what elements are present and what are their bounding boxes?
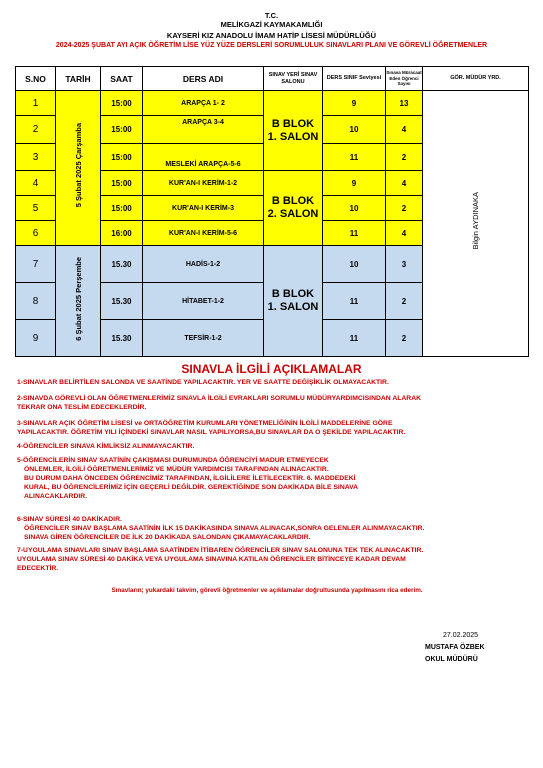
note-6-line-2: ÖĞRENCİLER SINAV BAŞLAMA SAATİNİN İLK 15 DAKİKASINDA SINAVA ALINACAK,SONRA GELENLER ALINMAYACAKTIR. bbox=[24, 525, 425, 532]
note-closing bbox=[17, 586, 517, 595]
note-1-text: 1-SINAVLAR BELİRTİLEN SALONDA VE SAATİNDE YAPILACAKTIR. YER VE SAATTE DEĞİŞİKLİK OLMAYACAKTIR. bbox=[17, 379, 389, 386]
cell-seviye: 9 bbox=[323, 91, 386, 116]
note-7 bbox=[17, 546, 423, 573]
date-cell-2 bbox=[56, 246, 101, 357]
salon-3-room: 1. SALON bbox=[267, 301, 319, 313]
exam-schedule-table bbox=[15, 66, 529, 357]
note-2-line-1: 2-SINAVDA GÖREVLİ OLAN ÖĞRETMENLERİMİZ SINAVLA İLGİLİ EVRAKLARI SORUMLU MÜDÜRYARDIMCISINDAN ALARAK bbox=[17, 395, 422, 402]
cell-no: 4 bbox=[16, 171, 56, 196]
notes-title: SINAVLA İLGİLİ AÇIKLAMALAR bbox=[181, 362, 362, 376]
cell-ders: TEFSİR-1-2 bbox=[143, 320, 264, 357]
header-saat: SAAT bbox=[101, 67, 143, 91]
header-ders: DERS ADI bbox=[143, 67, 264, 91]
header-kaymakamlik: MELİKGAZİ KAYMAKAMLIĞI bbox=[220, 20, 323, 29]
cell-ders: HİTABET-1-2 bbox=[143, 283, 264, 320]
note-6-line-1: 6-SINAV SÜRESİ 40 DAKİKADIR. bbox=[17, 516, 122, 523]
note-7-line-3: EDECEKTİR. bbox=[17, 565, 59, 572]
cell-no: 6 bbox=[16, 221, 56, 246]
note-6-line-3: SINAVA GİREN ÖĞRENCİLER DE İLK 20 DAKİKADA SALONDAN ÇIKAMAYACAKLARDIR. bbox=[24, 534, 311, 541]
note-4 bbox=[17, 442, 194, 451]
cell-saat: 15:00 bbox=[101, 196, 143, 221]
gorevli-cell bbox=[423, 91, 529, 357]
cell-ders: MESLEKİ ARAPÇA-5-6 bbox=[143, 144, 264, 171]
cell-sayi: 4 bbox=[386, 116, 423, 144]
cell-saat: 15:00 bbox=[101, 171, 143, 196]
table-row bbox=[16, 91, 529, 116]
cell-seviye: 9 bbox=[323, 171, 386, 196]
note-5-line-5: ALINACAKLARDIR. bbox=[24, 493, 88, 500]
header-sayi: Sınava Müracaat Eden Öğrenci Sayısı bbox=[386, 67, 423, 91]
cell-ders: ARAPÇA 1- 2 bbox=[143, 91, 264, 116]
cell-seviye: 11 bbox=[323, 221, 386, 246]
salon-cell-2 bbox=[264, 171, 323, 246]
note-closing-text: Sınavların; yukardaki takvim, görevli öğretmenler ve açıklamalar doğrultusunda yapılmasını rica ederim. bbox=[111, 587, 423, 594]
salon-1-room: 1. SALON bbox=[267, 130, 319, 143]
cell-saat: 15:00 bbox=[101, 91, 143, 116]
salon-2-block: B BLOK bbox=[271, 195, 315, 207]
salon-2-room: 2. SALON bbox=[267, 208, 319, 220]
note-5-line-1: 5-ÖĞRENCİLERİN SINAV SAATİNİN ÇAKIŞMASI DURUMUNDA ÖĞRENCİYİ MADUR ETMEYECEK bbox=[17, 457, 329, 464]
header-salon: SINAV YERİ SINAV SALONU bbox=[264, 67, 323, 91]
cell-sayi: 4 bbox=[386, 221, 423, 246]
header-sno: S.NO bbox=[16, 67, 56, 91]
cell-ders: KUR'AN-I KERİM-3 bbox=[143, 196, 264, 221]
cell-no: 9 bbox=[16, 320, 56, 357]
date-label-2: 6 Şubat 2025 Perşembe bbox=[73, 256, 83, 341]
gorevli-name: Bilgin AYDINAKA bbox=[471, 192, 480, 250]
cell-ders: KUR'AN-I KERİM-1-2 bbox=[143, 171, 264, 196]
note-2 bbox=[17, 394, 421, 412]
cell-saat: 15:00 bbox=[101, 144, 143, 171]
cell-sayi: 2 bbox=[386, 144, 423, 171]
salon-1-block: B BLOK bbox=[271, 117, 315, 130]
signature-name: MUSTAFA ÖZBEK bbox=[425, 644, 485, 651]
cell-no: 1 bbox=[16, 91, 56, 116]
cell-ders: KUR'AN-I KERİM-5-6 bbox=[143, 221, 264, 246]
date-cell-1 bbox=[56, 91, 101, 246]
note-7-line-1: 7-UYGULAMA SINAVLARI SINAV BAŞLAMA SAATİNDEN İTİBAREN ÖĞRENCİLER SINAV SALONUNA TEK TEK ALINACAKTIR. bbox=[17, 547, 424, 554]
header-tarih: TARİH bbox=[56, 67, 101, 91]
cell-no: 5 bbox=[16, 196, 56, 221]
cell-no: 8 bbox=[16, 283, 56, 320]
cell-sayi: 13 bbox=[386, 91, 423, 116]
note-4-text: 4-ÖĞRENCİLER SINAVA KİMLİKSİZ ALINMAYACAKTIR. bbox=[17, 443, 195, 450]
cell-seviye: 11 bbox=[323, 283, 386, 320]
cell-sayi: 2 bbox=[386, 196, 423, 221]
header-school: KAYSERİ KIZ ANADOLU İMAM HATİP LİSESİ MÜDÜRLÜĞÜ bbox=[166, 31, 377, 40]
cell-sayi: 4 bbox=[386, 171, 423, 196]
cell-ders: HADİS-1-2 bbox=[143, 246, 264, 283]
note-3 bbox=[17, 419, 405, 437]
header-gor: GÖR. MÜDÜR YRD. bbox=[423, 67, 529, 91]
signature-date: 27.02.2025 bbox=[443, 632, 479, 639]
table-header-row bbox=[16, 67, 529, 91]
note-2-line-2: TEKRAR ONA TESLİM EDECEKLERDİR. bbox=[17, 404, 147, 411]
salon-3-block: B BLOK bbox=[271, 288, 315, 300]
cell-seviye: 10 bbox=[323, 116, 386, 144]
cell-sayi: 2 bbox=[386, 320, 423, 357]
note-5 bbox=[17, 456, 358, 501]
cell-ders: ARAPÇA 3-4 bbox=[143, 116, 264, 144]
cell-saat: 15.30 bbox=[101, 246, 143, 283]
note-1 bbox=[17, 378, 389, 387]
cell-no: 7 bbox=[16, 246, 56, 283]
header-tc: T.C. bbox=[264, 11, 279, 20]
cell-saat: 15.30 bbox=[101, 320, 143, 357]
cell-saat: 15.30 bbox=[101, 283, 143, 320]
note-3-line-1: 3-SINAVLAR AÇIK ÖĞRETİM LİSESİ ve ORTAÖĞRETİM KURUMLARI YÖNETMELİĞİNİN İLGİLİ MADDELERİNE GÖRE bbox=[17, 420, 393, 427]
header-seviye: DERS SINIF Seviyesi bbox=[323, 67, 386, 91]
cell-sayi: 3 bbox=[386, 246, 423, 283]
cell-seviye: 10 bbox=[323, 246, 386, 283]
cell-saat: 16:00 bbox=[101, 221, 143, 246]
note-6 bbox=[17, 515, 424, 542]
note-5-line-2: ÖNLEMLER, İLGİLİ ÖĞRETMENLERİMİZ VE MÜDÜR YARDIMCISI TARAFINDAN ALINACAKTIR. bbox=[24, 466, 329, 473]
signature-title: OKUL MÜDÜRÜ bbox=[425, 656, 478, 663]
note-7-line-2: UYGULAMA SINAV SÜRESİ 40 DAKİKA VEYA UYGULAMA SINAVINA KATILAN ÖĞRENCİLER BİTİNCEYE KADAR DEVAM bbox=[17, 556, 406, 563]
cell-seviye: 11 bbox=[323, 320, 386, 357]
salon-cell-3 bbox=[264, 246, 323, 357]
cell-no: 3 bbox=[16, 144, 56, 171]
cell-no: 2 bbox=[16, 116, 56, 144]
cell-seviye: 11 bbox=[323, 144, 386, 171]
header-plan-title: 2024-2025 ŞUBAT AYI AÇIK ÖĞRETİM LİSE YÜZ YÜZE DERSLERİ SORUMLULUK SINAVLARI PLANI VE GÖREVLİ ÖĞRETMENLER bbox=[55, 42, 488, 49]
note-5-line-3: BU DURUM DAHA ÖNCEDEN ÖĞRENCİMİZ TARAFINDAN, İLGİLİLERE İLETİLECEKTİR. 6. MADDEDEKİ bbox=[24, 475, 356, 482]
note-5-line-4: KURAL, BU ÖĞRENCİLERİMİZ İÇİN GEÇERLİ DEĞİLDİR. GEREKTİĞİNDE SON DAKİKADA BİLE SINAVA bbox=[24, 484, 359, 491]
cell-seviye: 10 bbox=[323, 196, 386, 221]
salon-cell-1 bbox=[264, 91, 323, 171]
cell-sayi: 2 bbox=[386, 283, 423, 320]
cell-saat: 15:00 bbox=[101, 116, 143, 144]
note-3-line-2: YAPILACAKTIR. ÖĞRETİM YILI İÇİNDEKİ SINAVLAR NASIL YAPILIYORSA,BU SINAVLAR DA O ŞEKİLDE YAPILACAKTIR. bbox=[17, 429, 406, 436]
date-label-1: 5 Şubat 2025 Çarşamba bbox=[73, 123, 83, 208]
